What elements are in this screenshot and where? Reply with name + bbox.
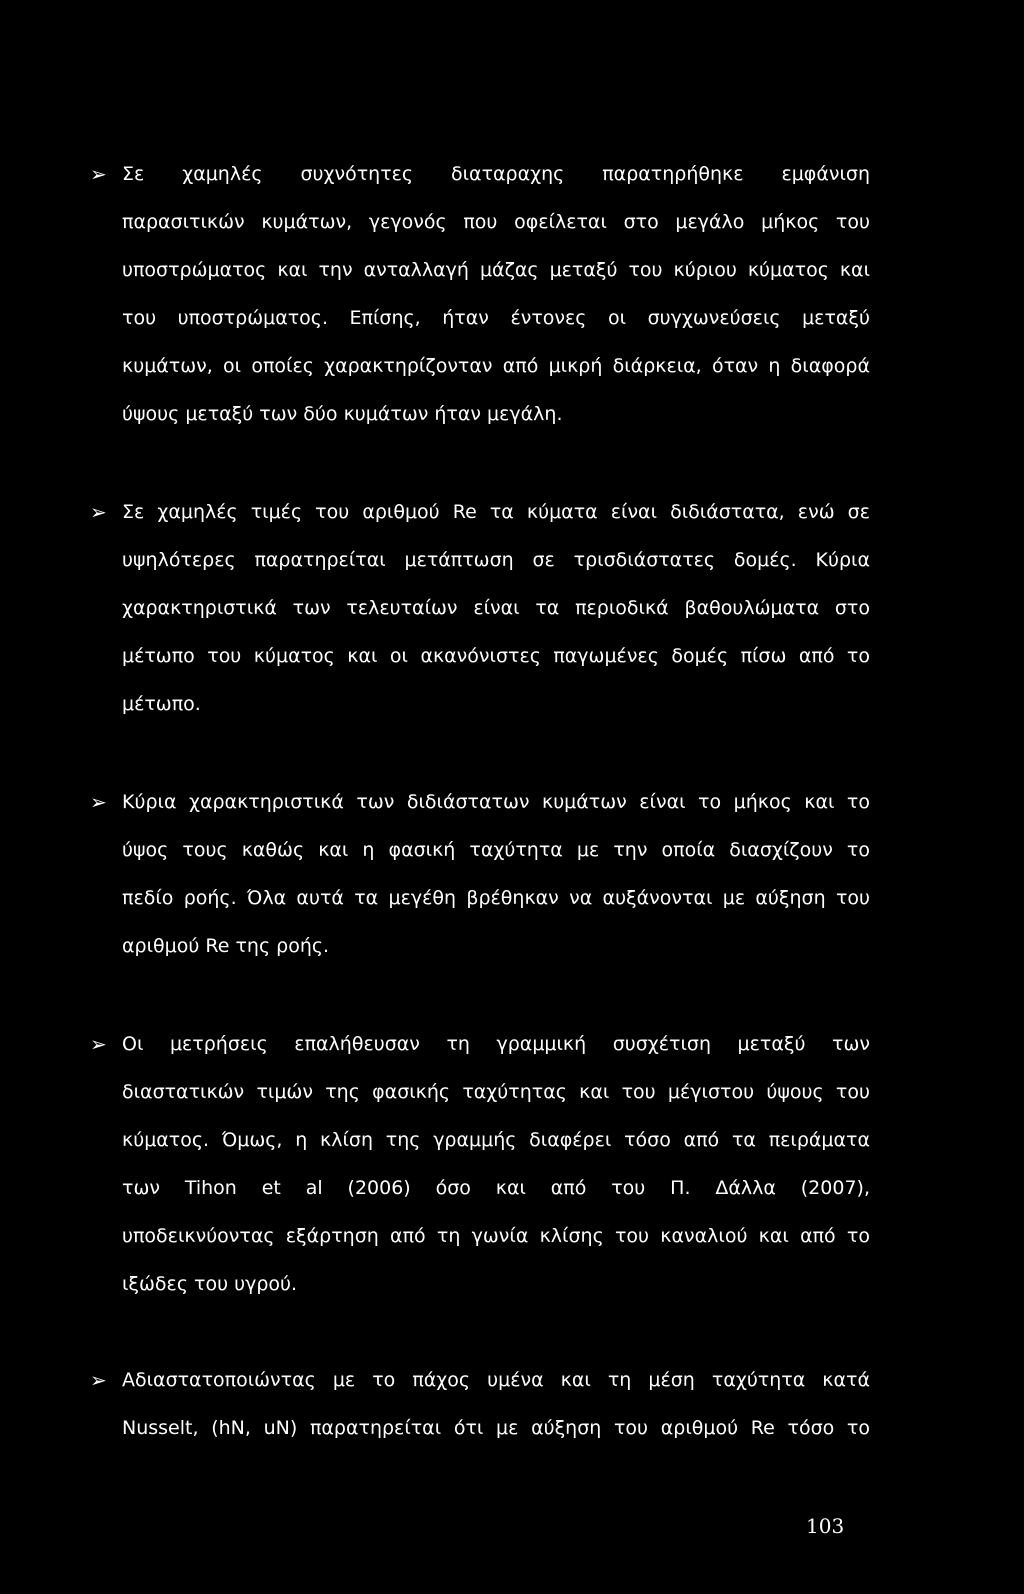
bullet-paragraph xyxy=(90,1356,870,1452)
paragraph-line: παρασιτικών κυμάτων, γεγονός που οφείλεται στο μεγάλο μήκος του xyxy=(122,211,870,233)
paragraph-line: του υποστρώματος. Επίσης, ήταν έντονες οι συγχωνεύσεις μεταξύ xyxy=(122,307,870,329)
paragraph-line: κύματος. Όμως, η κλίση της γραμμής διαφέρει τόσο από τα πειράματα xyxy=(122,1129,870,1151)
bullet-paragraph xyxy=(90,778,870,970)
bullet-arrow-icon: ➢ xyxy=(90,790,107,814)
paragraph-line: υποδεικνύοντας εξάρτηση από τη γωνία κλίσης του καναλιού και από το xyxy=(122,1225,870,1247)
paragraph-line: ύψος τους καθώς και η φασική ταχύτητα με την οποία διασχίζουν το xyxy=(122,839,870,861)
bullet-paragraph xyxy=(90,150,870,438)
bullet-paragraph xyxy=(90,1020,870,1308)
paragraph-line: χαρακτηριστικά των τελευταίων είναι τα περιοδικά βαθουλώματα στο xyxy=(122,597,870,619)
bullet-arrow-icon: ➢ xyxy=(90,162,107,186)
paragraph-line: Κύρια χαρακτηριστικά των διδιάστατων κυμάτων είναι το μήκος και το xyxy=(122,791,870,813)
paragraph-line: αριθμού Re της ροής. xyxy=(122,935,330,957)
page-number: 103 xyxy=(806,1514,845,1538)
paragraph-line: μέτωπο του κύματος και οι ακανόνιστες παγωμένες δομές πίσω από το xyxy=(122,645,870,667)
bullet-paragraph xyxy=(90,488,870,728)
paragraph-line: διαστατικών τιμών της φασικής ταχύτητας και του μέγιστου ύψους του xyxy=(122,1081,870,1103)
paragraph-line: Σε χαμηλές συχνότητες διαταραχης παρατηρήθηκε εμφάνιση xyxy=(122,163,870,185)
paragraph-line: υποστρώματος και την ανταλλαγή μάζας μεταξύ του κύριου κύματος και xyxy=(122,259,870,281)
paragraph-line: Nusselt, (hN, uN) παρατηρείται ότι με αύξηση του αριθμού Re τόσο το xyxy=(122,1417,870,1439)
paragraph-line: μέτωπο. xyxy=(122,693,201,715)
bullet-arrow-icon: ➢ xyxy=(90,1032,107,1056)
paragraph-line: πεδίο ροής. Όλα αυτά τα μεγέθη βρέθηκαν να αυξάνονται με αύξηση του xyxy=(122,887,870,909)
paragraph-line: των Tihon et al (2006) όσο και από του Π. Δάλλα (2007), xyxy=(122,1177,870,1199)
paragraph-line: υψηλότερες παρατηρείται μετάπτωση σε τρισδιάστατες δομές. Κύρια xyxy=(122,549,870,571)
paragraph-line: ιξώδες του υγρού. xyxy=(122,1273,298,1295)
bullet-arrow-icon: ➢ xyxy=(90,1368,107,1392)
bullet-arrow-icon: ➢ xyxy=(90,500,107,524)
paragraph-line: κυμάτων, οι οποίες χαρακτηρίζονταν από μικρή διάρκεια, όταν η διαφορά xyxy=(122,355,870,377)
paragraph-line: ύψους μεταξύ των δύο κυμάτων ήταν μεγάλη. xyxy=(122,403,563,425)
paragraph-line: Σε χαμηλές τιμές του αριθμού Re τα κύματα είναι διδιάστατα, ενώ σε xyxy=(122,501,870,523)
paragraph-line: Οι μετρήσεις επαλήθευσαν τη γραμμική συσχέτιση μεταξύ των xyxy=(122,1033,870,1055)
paragraph-line: Αδιαστατοποιώντας με το πάχος υμένα και τη μέση ταχύτητα κατά xyxy=(122,1369,870,1391)
